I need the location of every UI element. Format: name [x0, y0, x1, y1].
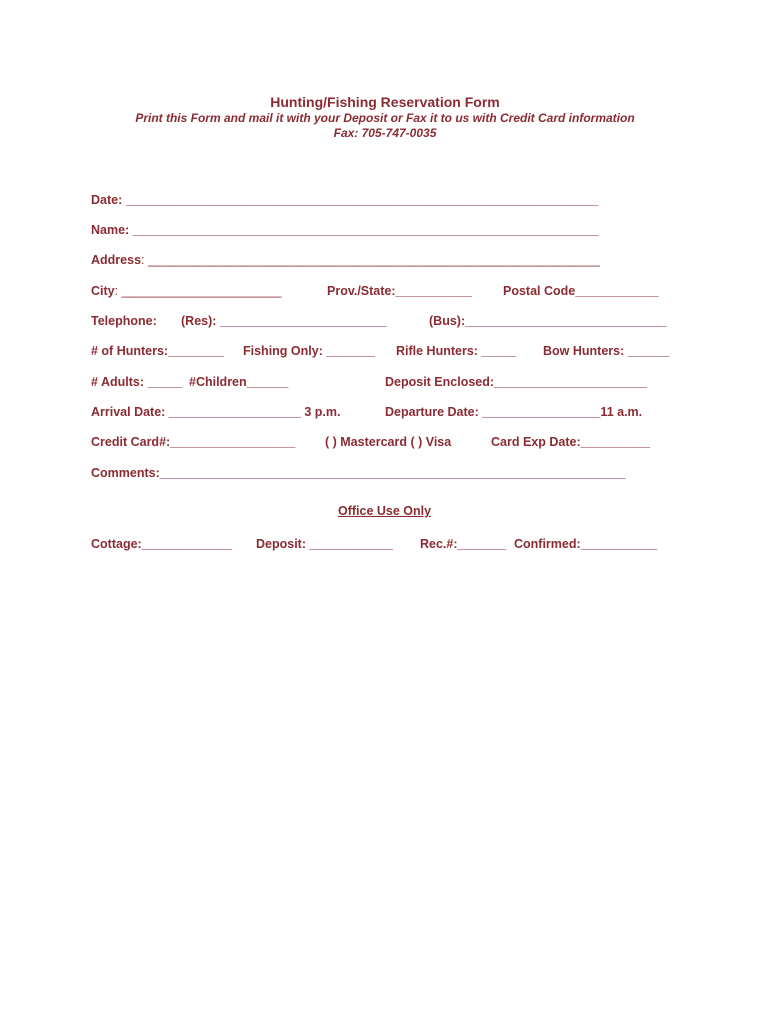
rec-number-field[interactable]: Rec.#:_______	[420, 537, 507, 551]
form-subtitle: Print this Form and mail it with your Deposit or Fax it to us with Credit Card information	[135, 111, 635, 125]
bow-hunters-field[interactable]: Bow Hunters: ______	[543, 344, 670, 358]
office-deposit-field[interactable]: Deposit: ____________	[256, 537, 393, 551]
credit-card-field[interactable]: Credit Card#:__________________	[91, 435, 296, 449]
cottage-field[interactable]: Cottage:_____________	[91, 537, 233, 551]
name-field[interactable]: Name: ___________________________________________________________________	[91, 223, 599, 237]
date-field[interactable]: Date: ____________________________________________________________________	[91, 193, 599, 207]
telephone-label: Telephone:	[91, 314, 157, 328]
fax-number: Fax: 705-747-0035	[333, 126, 437, 140]
rifle-hunters-field[interactable]: Rifle Hunters: _____	[396, 344, 517, 358]
departure-date-field[interactable]: Departure Date: _________________11 a.m.	[385, 405, 643, 419]
children-field[interactable]: #Children______	[189, 375, 289, 389]
office-use-heading: Office Use Only	[338, 504, 432, 518]
deposit-enclosed-field[interactable]: Deposit Enclosed:______________________	[385, 375, 647, 389]
confirmed-field[interactable]: Confirmed:___________	[514, 537, 658, 551]
address-line: : _________________________________________________________________	[141, 253, 600, 267]
res-phone-field[interactable]: (Res): ________________________	[181, 314, 387, 328]
prov-state-field[interactable]: Prov./State:___________	[327, 284, 473, 298]
fishing-only-field[interactable]: Fishing Only: _______	[243, 344, 375, 358]
comments-field[interactable]: Comments:___________________________________________________________________	[91, 466, 626, 480]
card-exp-field[interactable]: Card Exp Date:__________	[491, 435, 651, 449]
postal-code-field[interactable]: Postal Code____________	[503, 284, 659, 298]
city-field[interactable]	[91, 285, 281, 298]
address-label: Address	[91, 253, 142, 267]
city-label: City	[91, 284, 115, 298]
address-field[interactable]	[91, 254, 600, 267]
arrival-date-field[interactable]: Arrival Date: ___________________ 3 p.m.	[91, 405, 341, 419]
form-title: Hunting/Fishing Reservation Form	[270, 94, 500, 110]
adults-field[interactable]: # Adults: _____	[91, 375, 183, 389]
city-line: : _______________________	[114, 284, 282, 298]
bus-phone-field[interactable]: (Bus):_____________________________	[429, 314, 667, 328]
num-hunters-field[interactable]: # of Hunters:________	[91, 344, 224, 358]
card-type-options[interactable]: ( ) Mastercard ( ) Visa	[325, 435, 452, 449]
